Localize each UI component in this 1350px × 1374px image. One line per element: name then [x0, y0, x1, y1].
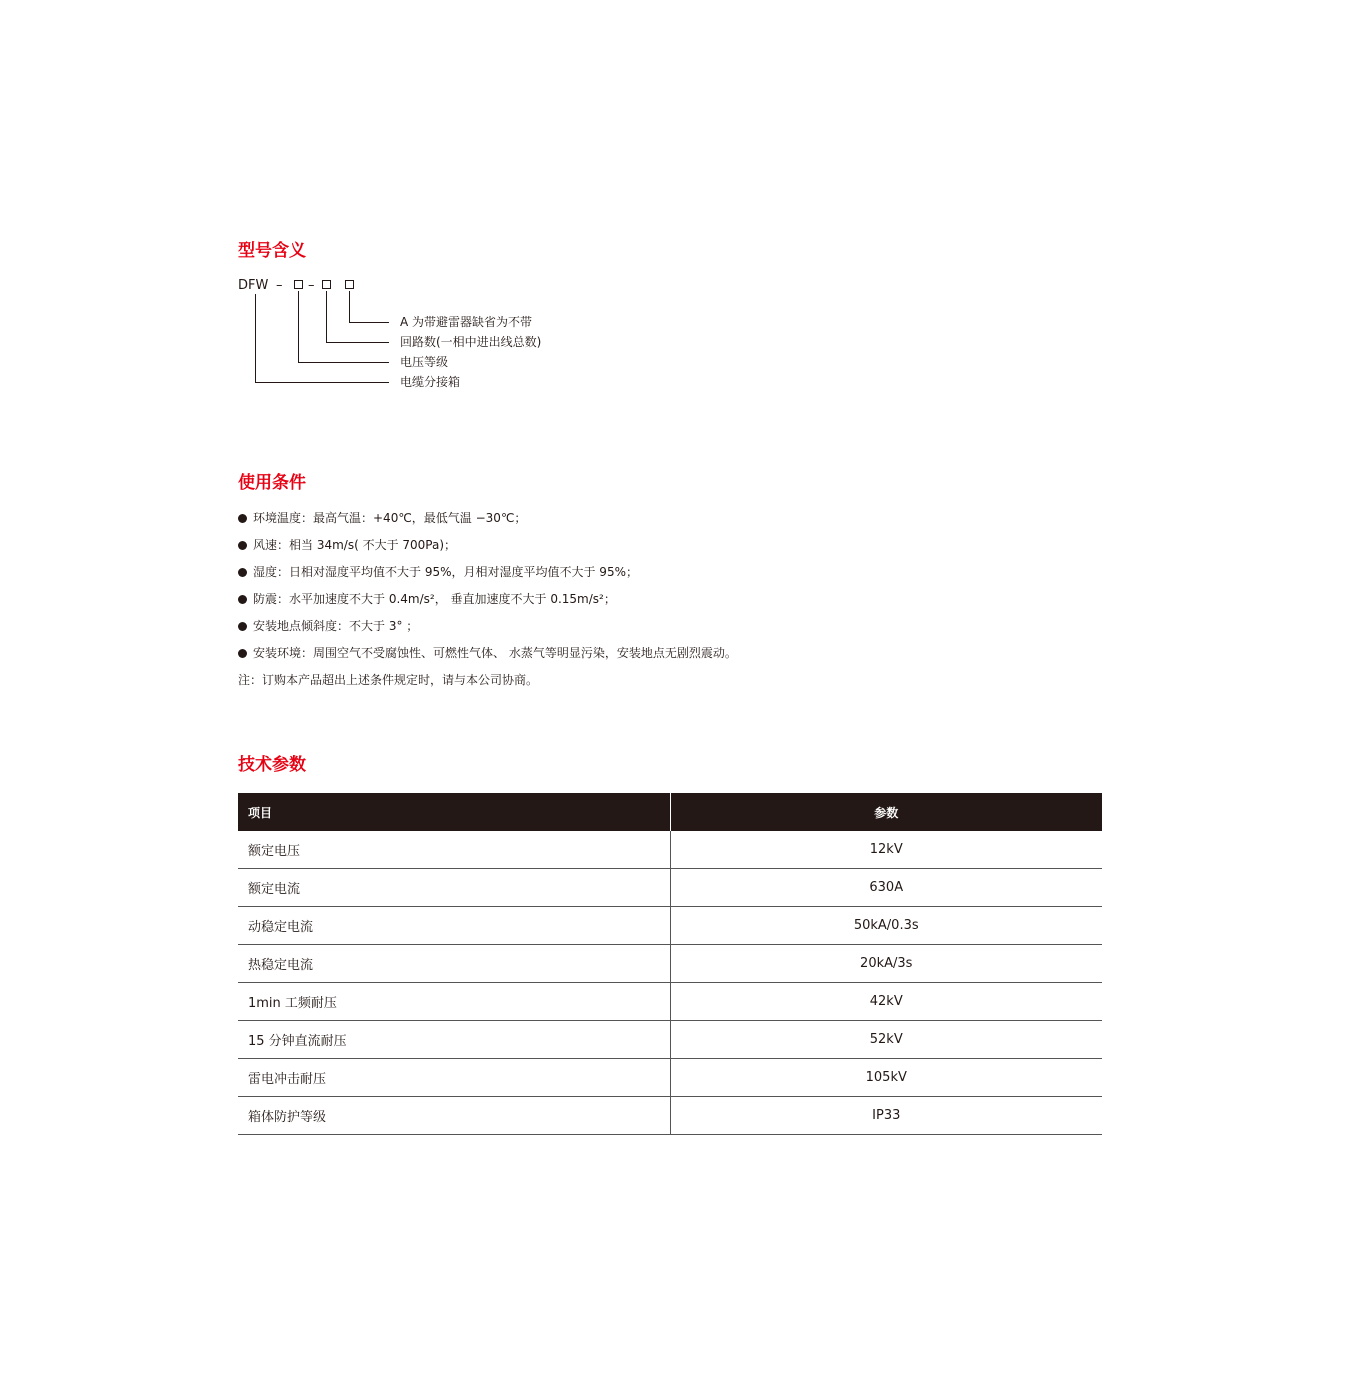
table-row	[238, 869, 1102, 907]
bullet-icon	[238, 649, 247, 658]
leader-line	[298, 291, 299, 362]
value-cell: IP33	[670, 1097, 1102, 1135]
placeholder-box-circuits	[322, 280, 331, 289]
conditions-list	[238, 509, 737, 671]
placeholder-box-voltage	[294, 280, 303, 289]
table-row	[238, 831, 1102, 869]
header-item: 项目	[238, 793, 670, 831]
item-cell: 额定电压	[238, 831, 670, 869]
item-cell: 雷电冲击耐压	[238, 1059, 670, 1097]
conditions-note: 注：订购本产品超出上述条件规定时，请与本公司协商。	[238, 673, 539, 687]
leader-line	[326, 342, 389, 343]
bullet-icon	[238, 541, 247, 550]
table-row	[238, 1021, 1102, 1059]
table-row	[238, 945, 1102, 983]
value-cell: 52kV	[670, 1021, 1102, 1059]
item-cell: 1min 工频耐压	[238, 983, 670, 1021]
value-cell: 105kV	[670, 1059, 1102, 1097]
bullet-icon	[238, 595, 247, 604]
leader-line	[349, 291, 350, 322]
bullet-icon	[238, 622, 247, 631]
item-cell: 额定电流	[238, 869, 670, 907]
item-cell: 热稳定电流	[238, 945, 670, 983]
conditions-title: 使用条件	[238, 473, 306, 493]
model-code-diagram	[238, 276, 578, 396]
model-meaning-title: 型号含义	[238, 241, 306, 261]
legend-circuits: 回路数(一相中进出线总数)	[400, 335, 542, 349]
value-cell: 42kV	[670, 983, 1102, 1021]
specs-title: 技术参数	[238, 755, 306, 775]
table-header-row	[238, 793, 1102, 831]
table-row	[238, 983, 1102, 1021]
leader-line	[326, 291, 327, 342]
item-cell: 箱体防护等级	[238, 1097, 670, 1135]
value-cell: 12kV	[670, 831, 1102, 869]
list-item: 风速：相当 34m/s( 不大于 700Pa)；	[238, 536, 737, 563]
bullet-icon	[238, 568, 247, 577]
table-row	[238, 1097, 1102, 1135]
value-cell: 50kA/0.3s	[670, 907, 1102, 945]
item-cell: 动稳定电流	[238, 907, 670, 945]
legend-box-type: 电缆分接箱	[400, 375, 461, 389]
list-item: 安装环境：周围空气不受腐蚀性、可燃性气体、 水蒸气等明显污染，安装地点无剧烈震动。	[238, 644, 737, 671]
table-row	[238, 1059, 1102, 1097]
model-code: DFW	[238, 278, 269, 293]
list-item: 湿度：日相对湿度平均值不大于 95%，月相对湿度平均值不大于 95%；	[238, 563, 737, 590]
placeholder-box-arrester	[345, 280, 354, 289]
value-cell: 20kA/3s	[670, 945, 1102, 983]
spec-table	[238, 793, 1102, 1135]
item-cell: 15 分钟直流耐压	[238, 1021, 670, 1059]
list-item: 防震：水平加速度不大于 0.4m/s²， 垂直加速度不大于 0.15m/s²；	[238, 590, 737, 617]
leader-line	[255, 382, 389, 383]
leader-line	[298, 362, 389, 363]
leader-line	[349, 322, 389, 323]
value-cell: 630A	[670, 869, 1102, 907]
model-separator: –	[276, 278, 283, 293]
legend-voltage: 电压等级	[400, 355, 449, 369]
bullet-icon	[238, 514, 247, 523]
legend-arrester: A 为带避雷器缺省为不带	[400, 315, 533, 329]
leader-line	[255, 294, 256, 382]
table-row	[238, 907, 1102, 945]
header-value: 参数	[670, 793, 1102, 831]
model-separator: –	[308, 278, 315, 293]
list-item: 安装地点倾斜度：不大于 3° ；	[238, 617, 737, 644]
list-item: 环境温度：最高气温：+40℃，最低气温 −30℃；	[238, 509, 737, 536]
